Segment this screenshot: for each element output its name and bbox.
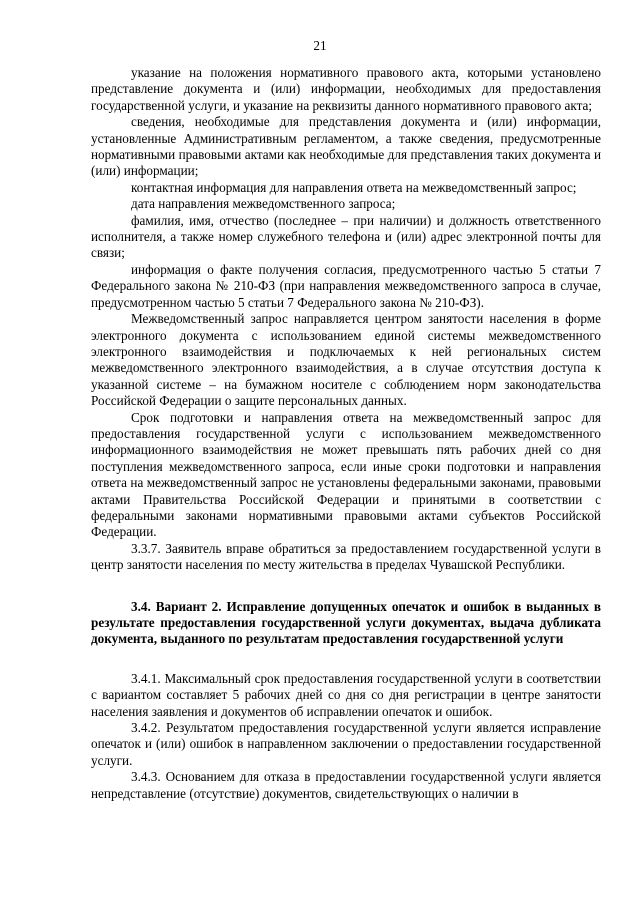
section-heading: 3.4. Вариант 2. Исправление допущенных опечаток и ошибок в выданных в результате предоставления государственной услуги документах, выдача дубликата документа, выданного по результатам предоставления государственной услуги	[91, 598, 601, 647]
paragraph: информация о факте получения согласия, предусмотренного частью 5 статьи 7 Федерального закона № 210-ФЗ (при направления межведомственного запроса в случае, предусмотренном частью 5 статьи 7 Федерального закона № 210-ФЗ).	[91, 261, 601, 310]
paragraph: фамилия, имя, отчество (последнее – при наличии) и должность ответственного исполнителя, а также номер служебного телефона и (или) адрес электронной почты для связи;	[91, 212, 601, 261]
paragraph: дата направления межведомственного запроса;	[131, 196, 396, 212]
paragraph: контактная информация для направления ответа на межведомственный запрос;	[131, 179, 577, 195]
paragraph: 3.4.1. Максимальный срок предоставления государственной услуги в соответствии с вариантом составляет 5 рабочих дней со дня со дня регистрации в центре занятости населения заявления и документов об исправлении опечаток и ошибок.	[91, 670, 601, 719]
paragraph: 3.4.2. Результатом предоставления государственной услуги является исправление опечаток и (или) ошибок в направленном заключении о предоставлении государственной услуги.	[91, 720, 601, 768]
paragraph: Межведомственный запрос направляется центром занятости населения в форме электронного документа с использованием единой системы межведомственного электронного взаимодействия и подключаемых к ней региональных систем межведомственного электронного взаимодействия, а в случае отсутствия доступа к указанной системе – на бумажном носителе с соблюдением норм законодательства Российской Федерации о защите персональных данных.	[91, 311, 601, 409]
page-number: 21	[313, 38, 327, 53]
paragraph: Срок подготовки и направления ответа на межведомственный запрос для предоставления государственной услуги с использованием межведомственного информационного взаимодействия не может превышать пять рабочих дней со дня поступления межведомственного запроса, если иные сроки подготовки и направления ответа на межведомственный запрос не установлены федеральными законами, правовыми актами Правительства Российской Федерации и принятыми в соответствии с федеральными законами нормативными правовыми актами субъектов Российской Федерации.	[91, 409, 601, 540]
document-body	[91, 65, 601, 802]
paragraph: сведения, необходимые для представления документа и (или) информации, установленные Административным регламентом, а также сведения, предусмотренные нормативными правовыми актами как необходимые для представления таких документа и (или) информации;	[91, 114, 601, 179]
paragraph: указание на положения нормативного правового акта, которыми установлено представление документа и (или) информации, необходимых для предоставления государственной услуги, и указание на реквизиты данного нормативного правового акта;	[91, 65, 601, 113]
paragraph: 3.3.7. Заявитель вправе обратиться за предоставлением государственной услуги в центр занятости населения по месту жительства в пределах Чувашской Республики.	[91, 540, 601, 573]
paragraph: 3.4.3. Основанием для отказа в предоставлении государственной услуги является непредставление (отсутствие) документов, свидетельствующих о наличии в	[91, 769, 601, 801]
